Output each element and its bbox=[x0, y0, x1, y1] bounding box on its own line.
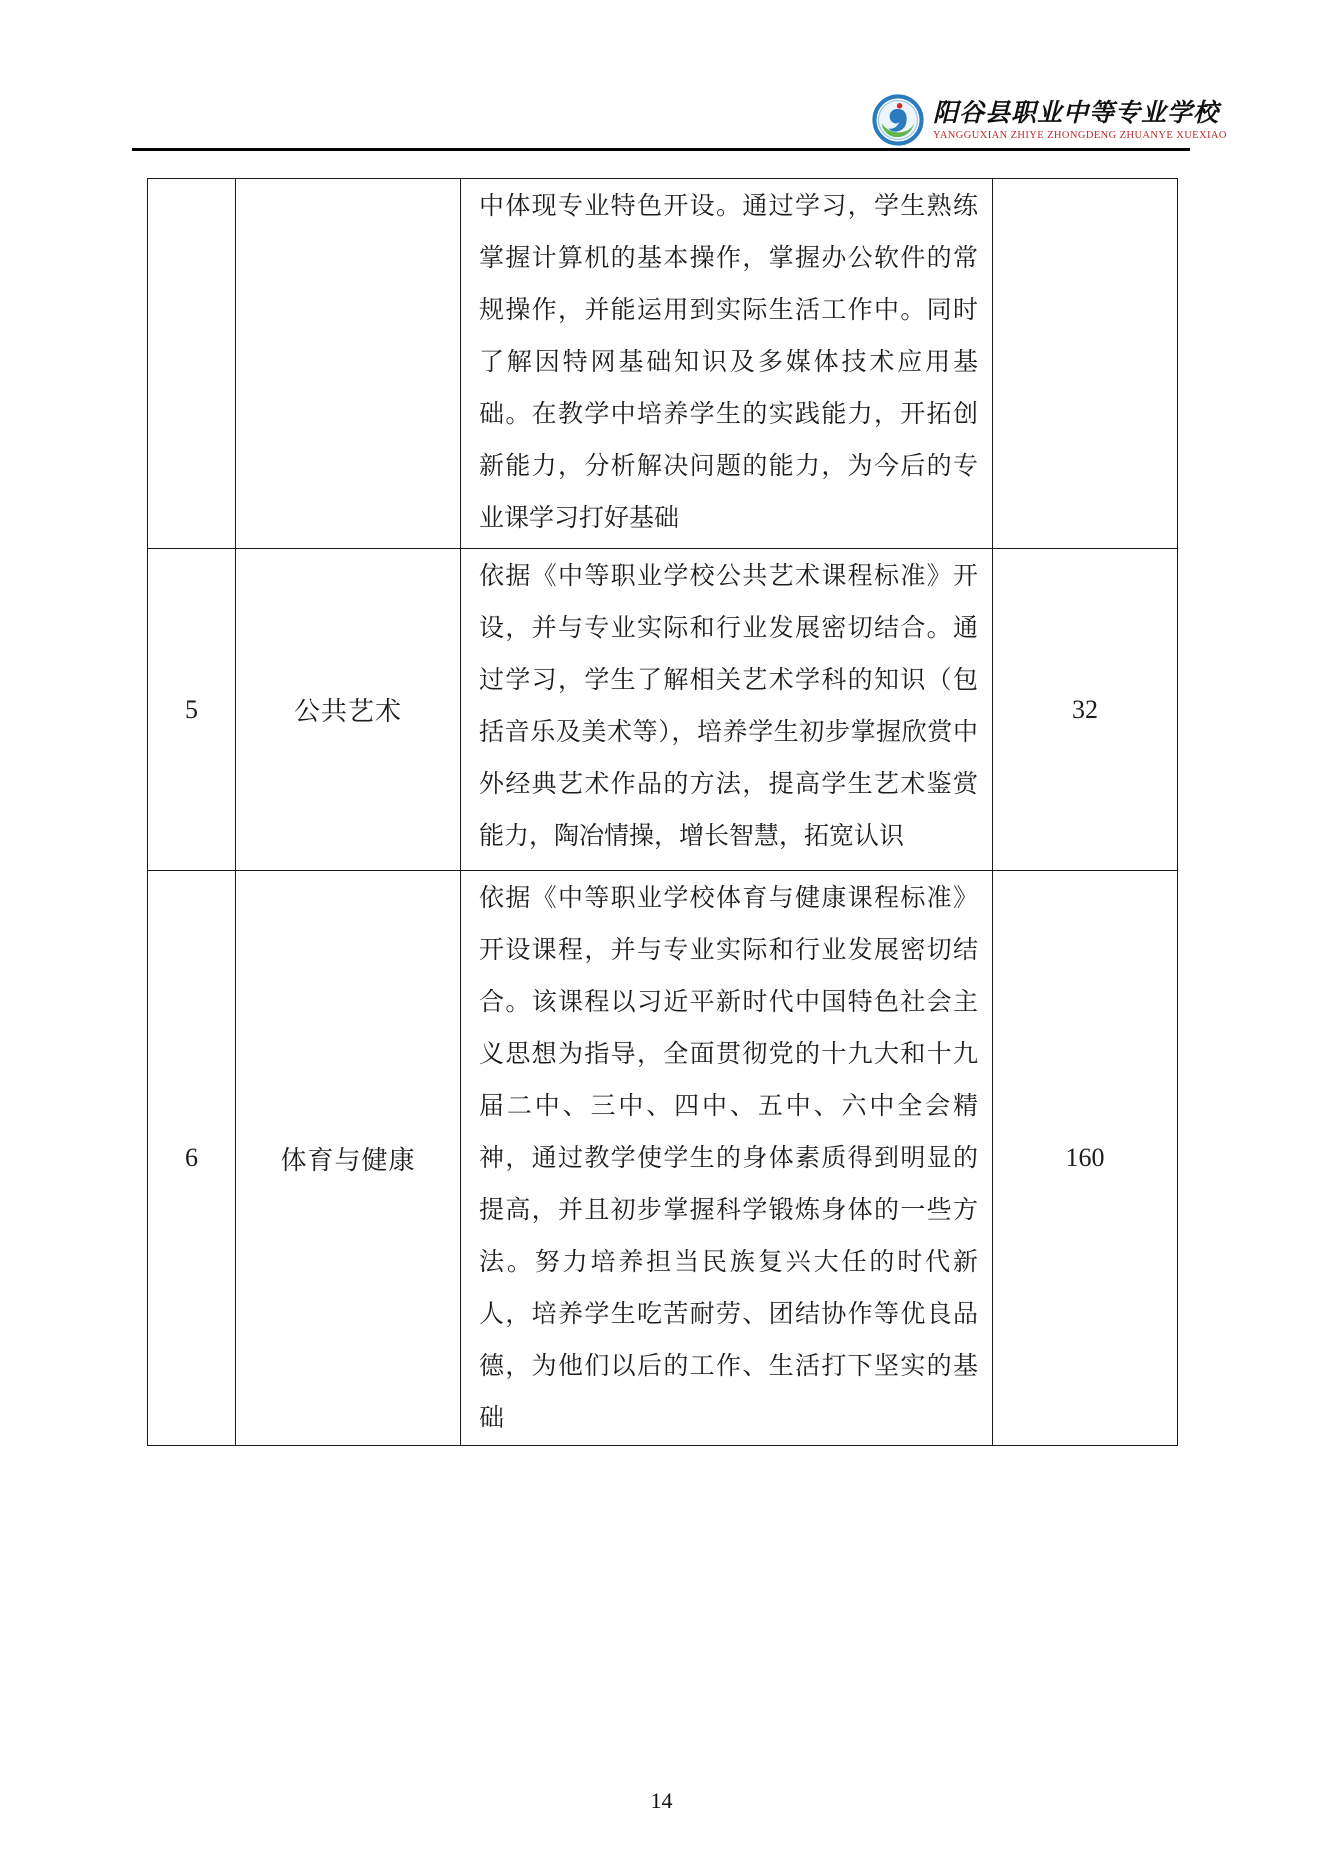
course-number-cell bbox=[148, 179, 236, 549]
course-number-cell: 6 bbox=[148, 871, 236, 1446]
course-name-cell: 体育与健康 bbox=[236, 871, 461, 1446]
course-hours-cell: 32 bbox=[993, 549, 1178, 871]
school-logo-icon bbox=[872, 94, 924, 146]
page-number: 14 bbox=[650, 1788, 673, 1813]
course-name-cell: 公共艺术 bbox=[236, 549, 461, 871]
table-row-pe-health bbox=[148, 871, 1178, 1446]
course-description-cell: 依据《中等职业学校体育与健康课程标准》开设课程，并与专业实际和行业发展密切结合。该课程以习近平新时代中国特色社会主义思想为指导，全面贯彻党的十九大和十九届二中、三中、四中、五中、六中全会精神，通过教学使学生的身体素质得到明显的提高，并且初步掌握科学锻炼身体的一些方法。努力培养担当民族复兴大任的时代新人，培养学生吃苦耐劳、团结协作等优良品德，为他们以后的工作、生活打下坚实的基础 bbox=[461, 871, 993, 1446]
course-description-cell: 依据《中等职业学校公共艺术课程标准》开设，并与专业实际和行业发展密切结合。通过学习，学生了解相关艺术学科的知识（包括音乐及美术等），培养学生初步掌握欣赏中外经典艺术作品的方法，提高学生艺术鉴赏能力，陶冶情操，增长智慧，拓宽认识 bbox=[461, 549, 993, 871]
school-name: 阳谷县职业中等专业学校 bbox=[933, 99, 1220, 127]
table-row-continuation bbox=[148, 179, 1178, 549]
school-name-en: YANGGUXIAN ZHIYE ZHONGDENG ZHUANYE XUEXIAO bbox=[933, 129, 1227, 141]
page-header bbox=[872, 94, 1227, 146]
course-number-cell: 5 bbox=[148, 549, 236, 871]
course-description-cell: 中体现专业特色开设。通过学习，学生熟练掌握计算机的基本操作，掌握办公软件的常规操作，并能运用到实际生活工作中。同时了解因特网基础知识及多媒体技术应用基础。在教学中培养学生的实践能力，开拓创新能力，分析解决问题的能力，为今后的专业课学习打好基础 bbox=[461, 179, 993, 549]
header-divider bbox=[132, 148, 1190, 151]
course-hours-cell bbox=[993, 179, 1178, 549]
table-row-public-art bbox=[148, 549, 1178, 871]
course-table bbox=[147, 178, 1178, 1446]
school-title-block bbox=[933, 99, 1227, 142]
course-hours-cell: 160 bbox=[993, 871, 1178, 1446]
course-name-cell bbox=[236, 179, 461, 549]
school-logo bbox=[872, 94, 924, 146]
